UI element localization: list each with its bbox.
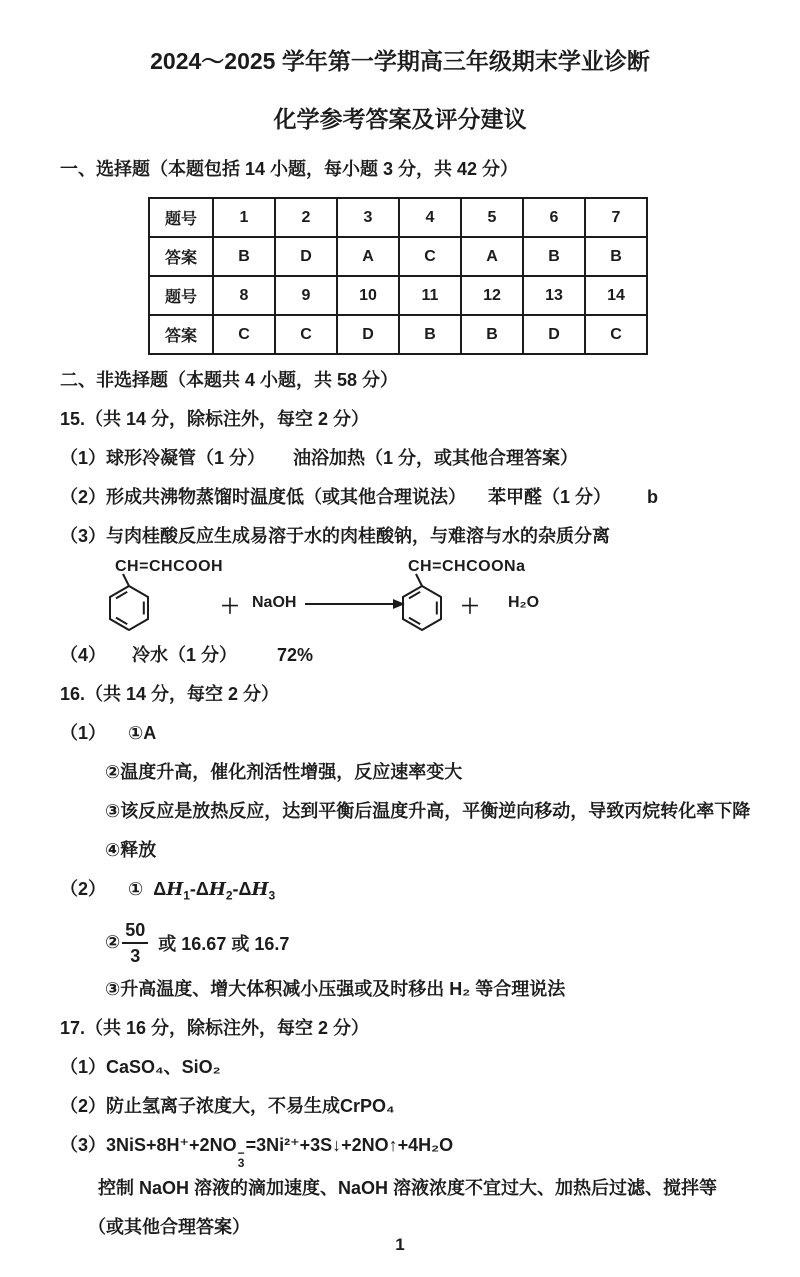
table-cell: 8 <box>213 276 275 315</box>
table-cell: B <box>585 237 647 276</box>
q16-item2-2-alt: 或 16.67 或 16.7 <box>158 933 290 954</box>
document-body <box>0 150 800 1247</box>
circled-one: ① <box>128 879 144 899</box>
q15-item1 <box>60 439 760 478</box>
plus-sign: ＋ <box>220 596 240 618</box>
table-cell: 题号 <box>149 276 213 315</box>
table-cell: 题号 <box>149 198 213 237</box>
q15-item3: （3）与肉桂酸反应生成易溶于水的肉桂酸钠，与难溶与水的杂质分离 <box>60 526 611 546</box>
q15-item2-a: （2）形成共沸物蒸馏时温度低（或其他合理说法） <box>60 487 467 507</box>
table-cell: 9 <box>275 276 337 315</box>
fraction-fifty-thirds: $\frac{50}{3}$ <box>122 921 148 965</box>
table-cell: 5 <box>461 198 523 237</box>
table-cell: B <box>523 237 585 276</box>
enthalpy-formula: $\Delta H_1-\Delta H_2-\Delta H_3$ <box>153 879 276 903</box>
q15-item4-answer: 冷水（1 分） <box>132 645 238 665</box>
table-cell: C <box>399 237 461 276</box>
table-row <box>149 198 647 237</box>
q16-item2-label: （2） <box>60 879 107 899</box>
table-cell: A <box>461 237 523 276</box>
q15-item4-yield: 72% <box>277 645 314 665</box>
reaction-arrow-icon <box>305 598 405 610</box>
q16-item1-1 <box>60 714 760 753</box>
table-cell: 1 <box>213 198 275 237</box>
q16-item1-4: ④释放 <box>105 840 157 860</box>
table-cell: 2 <box>275 198 337 237</box>
document-title: 2024～2025 学年第一学期高三年级期末学业诊断 <box>150 48 650 74</box>
product-substituent-formula: CH=CHCOONa <box>408 558 526 575</box>
table-cell: 10 <box>337 276 399 315</box>
q16-item1-2: ②温度升高，催化剂活性增强，反应速率变大 <box>105 762 463 782</box>
q17-item3-note: 控制 NaOH 溶液的滴加速度、NaOH 溶液浓度不宜过大、加热后过滤、搅拌等（或其他合理答案） <box>88 1177 718 1237</box>
q17-item2: （2）防止氢离子浓度大，不易生成CrPO₄ <box>60 1095 395 1116</box>
q15-item2-c: b <box>647 487 659 507</box>
table-cell: 6 <box>523 198 585 237</box>
q17-item3-equation: （3）3NiS+8H⁺+2NO − 3 =3Ni²⁺+3S↓+2NO↑+4H₂O <box>60 1134 454 1170</box>
q15-item4 <box>60 636 760 675</box>
table-cell: 13 <box>523 276 585 315</box>
table-cell: B <box>461 315 523 354</box>
table-row <box>149 276 647 315</box>
q17-item1: （1）CaSO₄、SiO₂ <box>60 1056 221 1077</box>
table-cell: 4 <box>399 198 461 237</box>
table-cell: 12 <box>461 276 523 315</box>
table-cell: B <box>399 315 461 354</box>
benzene-ring-icon <box>105 572 153 636</box>
table-cell: 答案 <box>149 315 213 354</box>
table-row <box>149 315 647 354</box>
table-cell: D <box>523 315 585 354</box>
q15-item1-b: 油浴加热（1 分，或其他合理答案） <box>293 448 579 468</box>
reaction-scheme <box>100 558 760 636</box>
q15-item2 <box>60 478 760 517</box>
table-cell: D <box>337 315 399 354</box>
q16-item2-3: ③升高温度、增大体积减小压强或及时移出 H₂ 等合理说法 <box>105 978 566 999</box>
reactant-substituent-formula: CH=CHCOOH <box>115 558 224 575</box>
table-cell: 11 <box>399 276 461 315</box>
table-cell: 答案 <box>149 237 213 276</box>
benzene-ring-icon <box>398 572 446 636</box>
table-cell: 3 <box>337 198 399 237</box>
q15-item1-a: （1）球形冷凝管（1 分） <box>60 448 266 468</box>
byproduct-water: H₂O <box>508 594 540 611</box>
reagent-naoh: NaOH <box>252 594 297 611</box>
document-subtitle: 化学参考答案及评分建议 <box>273 106 527 132</box>
table-cell: 7 <box>585 198 647 237</box>
table-row <box>149 237 647 276</box>
table-cell: 14 <box>585 276 647 315</box>
table-cell: C <box>585 315 647 354</box>
section-nonchoice-heading: 二、非选择题（本题共 4 小题，共 58 分） <box>60 370 399 390</box>
nitrate-charge-stack: − 3 <box>237 1145 245 1170</box>
table-cell: A <box>337 237 399 276</box>
q15-heading: 15.（共 14 分，除标注外，每空 2 分） <box>60 409 370 429</box>
page-number: 1 <box>395 1235 405 1254</box>
section-choice-heading: 一、选择题（本题包括 14 小题，每小题 3 分，共 42 分） <box>60 159 519 179</box>
circled-two: ② <box>105 932 121 953</box>
q16-item1-answer1: ①A <box>128 723 157 743</box>
q15-item4-label: （4） <box>60 645 107 665</box>
q16-item1-label: （1） <box>60 723 107 743</box>
q16-item2-1 <box>60 870 760 916</box>
q16-heading: 16.（共 14 分，每空 2 分） <box>60 684 280 704</box>
table-cell: C <box>275 315 337 354</box>
table-cell: C <box>213 315 275 354</box>
q16-item1-3: ③该反应是放热反应，达到平衡后温度升高，平衡逆向移动，导致丙烷转化率下降 <box>105 801 751 821</box>
table-cell: D <box>275 237 337 276</box>
answer-key-table <box>148 197 648 355</box>
table-cell: B <box>213 237 275 276</box>
q16-item2-2 <box>105 916 760 970</box>
plus-sign: ＋ <box>460 596 480 618</box>
q17-heading: 17.（共 16 分，除标注外，每空 2 分） <box>60 1017 370 1038</box>
q15-item2-b: 苯甲醛（1 分） <box>488 487 612 507</box>
